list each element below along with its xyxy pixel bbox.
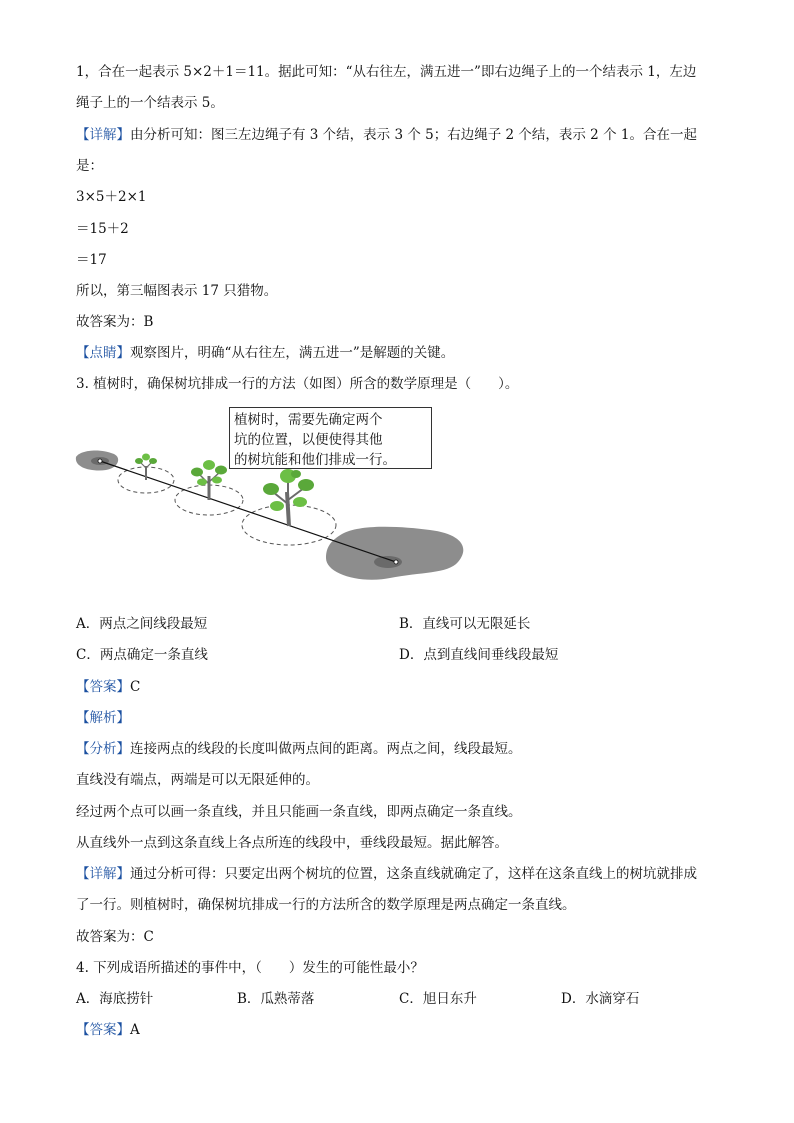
answer-paragraph — [76, 1020, 140, 1040]
analysis-heading — [76, 708, 130, 728]
answer-value: C — [130, 679, 141, 695]
math-line: 3×5＋2×1 — [76, 189, 147, 205]
alignment-line — [100, 461, 396, 562]
small-tree-icon — [135, 454, 157, 481]
analysis-paragraph — [76, 739, 522, 759]
option-b: B．直线可以无限延长 — [399, 616, 531, 632]
right-stone — [326, 527, 463, 580]
large-tree-icon — [263, 469, 314, 526]
detail-tag: 【详解】 — [76, 127, 130, 143]
text-line: 由分析可知：图三左边绳子有 3 个结，表示 3 个 5；右边绳子 2 个结，表示 2 个 1。合在一起 — [130, 127, 697, 143]
text-line: 从直线外一点到这条直线上各点所连的线段中，垂线段最短。据此解答。 — [76, 835, 508, 851]
option-d: D．水滴穿石 — [561, 991, 640, 1007]
answer-line: 故答案为：B — [76, 314, 154, 330]
math-line: ＝15＋2 — [76, 221, 129, 237]
comment-tag: 【点睛】 — [76, 345, 130, 361]
fenxi-tag: 【分析】 — [76, 741, 130, 757]
comment-paragraph — [76, 343, 454, 363]
callout-line: 植树时，需要先确定两个 — [234, 412, 383, 428]
answer-tag: 【答案】 — [76, 1022, 130, 1038]
text-line: 直线没有端点，两端是可以无限延伸的。 — [76, 772, 319, 788]
answer-value: A — [130, 1022, 140, 1038]
option-a: A．两点之间线段最短 — [76, 616, 208, 632]
text-line: 观察图片，明确“从右往左，满五进一”是解题的关键。 — [130, 345, 455, 361]
answer-line: 故答案为：C — [76, 929, 154, 945]
option-c: C．旭日东升 — [399, 991, 477, 1007]
analysis-tag: 【解析】 — [76, 710, 130, 726]
answer-tag: 【答案】 — [76, 679, 130, 695]
text-line: 绳子上的一个结表示 5。 — [76, 95, 224, 111]
text-line: 通过分析可得：只要定出两个树坑的位置，这条直线就确定了，这样在这条直线上的树坑就排成 — [130, 866, 697, 882]
text-line: 1，合在一起表示 5×2＋1＝11。据此可知：“从右往左，满五进一”即右边绳子上的一个结表示 1，左边 — [76, 64, 697, 80]
callout-line: 坑的位置，以便使得其他 — [234, 432, 383, 448]
detail-paragraph — [76, 864, 697, 884]
figure-callout — [229, 407, 432, 469]
math-line: ＝17 — [76, 252, 107, 268]
text-line: 了一行。则植树时，确保树坑排成一行的方法所含的数学原理是两点确定一条直线。 — [76, 897, 576, 913]
answer-paragraph — [76, 677, 140, 697]
text-line: 是： — [76, 158, 103, 174]
detail-tag: 【详解】 — [76, 866, 130, 882]
option-c: C．两点确定一条直线 — [76, 647, 208, 663]
option-b: B．瓜熟蒂落 — [237, 991, 315, 1007]
question-3: 3. 植树时，确保树坑排成一行的方法（如图）所含的数学原理是（ ）。 — [76, 376, 519, 392]
callout-line: 的树坑能和他们排成一行。 — [234, 452, 396, 468]
detail-paragraph — [76, 125, 697, 145]
text-line: 经过两个点可以画一条直线，并且只能画一条直线，即两点确定一条直线。 — [76, 804, 522, 820]
option-a: A．海底捞针 — [76, 991, 154, 1007]
option-d: D．点到直线间垂线段最短 — [399, 647, 559, 663]
text-line: 连接两点的线段的长度叫做两点间的距离。两点之间，线段最短。 — [130, 741, 522, 757]
text-line: 所以，第三幅图表示 17 只猎物。 — [76, 283, 278, 299]
question-4: 4. 下列成语所描述的事件中，（ ）发生的可能性最小？ — [76, 960, 424, 976]
